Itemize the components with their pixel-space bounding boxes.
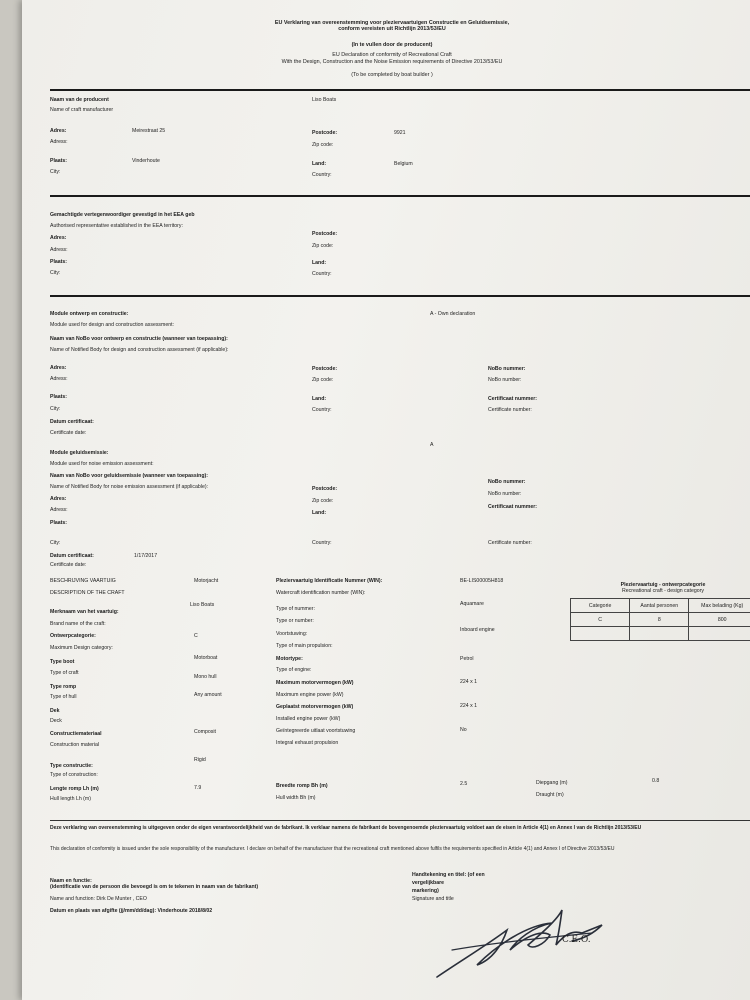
module-noise-nobo-en: Name of Notified Body for noise emission assessment (if applicable):	[50, 484, 209, 490]
category-value: C	[194, 633, 198, 639]
category-table-cell: C	[571, 613, 630, 627]
module-design-title: Module ontwerp en constructie:	[50, 311, 129, 317]
rep-address-label-en: Adress:	[50, 247, 68, 253]
brand-label-en: Brand name of the craft:	[50, 621, 106, 627]
category-label-en: Maximum Design category:	[50, 645, 113, 651]
signature-drawing	[432, 905, 632, 985]
material-label-en: Construction material	[50, 742, 100, 748]
maxpower-label-en: Maximum engine power (kW)	[276, 692, 344, 698]
module-design-value: A - Own declaration	[430, 311, 476, 317]
category-table-title: Pleziervaartuig - ontwerpcategorie	[620, 582, 706, 588]
length-value: 7.9	[194, 785, 202, 791]
category-table-cell	[630, 627, 689, 641]
signature-label-2: vergelijkbare	[412, 880, 445, 886]
mn-country-label-en: Country:	[312, 540, 332, 546]
signature-label: Handtekening en titel: (of een	[412, 872, 485, 878]
mn-nobo-nr-label-en: NoBo number:	[488, 491, 522, 497]
signer-label: Naam en functie:	[50, 878, 92, 884]
address-label: Adres:	[50, 128, 67, 134]
zip-value: 9921	[394, 130, 406, 136]
engine-label-en: Type of engine:	[276, 667, 312, 673]
country-label: Land:	[312, 161, 327, 167]
md-country-label-en: Country:	[312, 407, 332, 413]
type-label: Type of nummer:	[276, 606, 315, 612]
length-label: Lengte romp Lh (m)	[50, 786, 99, 792]
city-label-en: City:	[50, 169, 61, 175]
draught-label: Diepgang (m)	[536, 780, 568, 786]
category-table-cell: 800	[689, 613, 750, 627]
mn-zip-label: Postcode:	[312, 486, 338, 492]
module-design-title-en: Module used for design and construction assessment:	[50, 322, 174, 328]
place-date: Datum en plaats van afgifte (jj/mm/dd/dag): Vinderhoute 2018/8/02	[50, 908, 213, 914]
rep-country-label-en: Country:	[312, 271, 332, 277]
instpower-label-en: Installed engine power (kW)	[276, 716, 341, 722]
category-table-subtitle: Recreational craft - design category	[622, 588, 704, 594]
mn-cert-label-en: Certificate number:	[488, 540, 532, 546]
manufacturer-label-en: Name of craft manufacturer	[50, 107, 114, 113]
city-value: Vinderhoute	[132, 158, 160, 164]
mn-address-label-en: Adress:	[50, 507, 68, 513]
draught-value: 0.8	[652, 778, 660, 784]
module-design-nobo-en: Name of Notified Body for design and construction assessment (if applicable):	[50, 347, 229, 353]
exhaust-value: No	[460, 727, 467, 733]
mn-country-label: Land:	[312, 510, 327, 516]
win-label: Pleziervaartuig Identificatie Nummer (WIN):	[276, 578, 383, 584]
signature-label-3: markering)	[412, 888, 439, 894]
header-line-5: With the Design, Construction and the Noise Emission requirements of Directive 2013/53/EU	[281, 59, 503, 65]
hull-label: Type romp	[50, 684, 77, 690]
md-city-label-en: City:	[50, 406, 61, 412]
length-label-en: Hull length Lh (m)	[50, 796, 91, 802]
deck-value: Any amount	[194, 692, 222, 698]
type-label-en: Type or number:	[276, 618, 314, 624]
header-line-2: conform vereisten uit Richtlijn 2013/53/EU	[338, 26, 446, 32]
zip-label: Postcode:	[312, 130, 338, 136]
address-value: Meirestraat 25	[132, 128, 166, 134]
boattype-label: Type boot	[50, 659, 75, 665]
construction-label: Type constructie:	[50, 763, 93, 769]
address-label-en: Adress:	[50, 139, 68, 145]
hull-label-en: Type of hull	[50, 694, 77, 700]
signature-title: C.E.O.	[562, 935, 591, 945]
mn-cert-label: Certificaat nummer:	[488, 504, 538, 510]
exhaust-label-en: Integral exhaust propulsion	[276, 740, 339, 746]
md-cert-label-en: Certificate number:	[488, 407, 532, 413]
instpower-label: Geplaatst motorvermogen (kW)	[276, 704, 354, 710]
instpower-value: 224 x 1	[460, 703, 478, 709]
mn-date-label: Datum certificaat:	[50, 553, 94, 559]
category-label: Ontwerpcategorie:	[50, 633, 96, 639]
md-country-label: Land:	[312, 396, 327, 402]
mn-address-label: Adres:	[50, 496, 67, 502]
category-table-cell	[689, 627, 750, 641]
hull-value: Mono hull	[194, 674, 217, 680]
mn-nobo-nr-label: NoBo nummer:	[488, 479, 526, 485]
category-table-cell: 8	[630, 613, 689, 627]
boattype-label-en: Type of craft	[50, 670, 79, 676]
win-label-en: Watercraft identification number (WIN):	[276, 590, 366, 596]
city-label: Plaats:	[50, 158, 68, 164]
craft-desc-value: Motorjacht	[194, 578, 219, 584]
engine-value: Petrol	[460, 656, 474, 662]
mn-date-label-en: Certificate date:	[50, 562, 87, 568]
prop-label: Voortstuwing:	[276, 631, 308, 637]
rep-zip-label-en: Zip code:	[312, 243, 334, 249]
representative-title: Gemachtigde vertegenwoordiger gevestigd in het EEA geb	[50, 212, 195, 218]
construction-label-en: Type of construction:	[50, 772, 98, 778]
win-value: BE-LIS00005H818	[460, 578, 504, 584]
md-nobo-nr-label: NoBo nummer:	[488, 366, 526, 372]
exhaust-label: Geïntegreerde uitlaat voortstuwing	[276, 728, 356, 734]
md-address-label-en: Adress:	[50, 376, 68, 382]
mn-city-label: Plaats:	[50, 520, 68, 526]
brand-label: Merknaam van het vaartuig:	[50, 609, 119, 615]
boattype-value: Motorboat	[194, 655, 218, 661]
maxpower-value: 224 x 1	[460, 679, 478, 685]
mn-date-value: 1/17/2017	[134, 553, 158, 559]
section-divider	[50, 820, 750, 821]
mn-zip-label-en: Zip code:	[312, 498, 334, 504]
rep-address-label: Adres:	[50, 235, 67, 241]
country-label-en: Country:	[312, 172, 332, 178]
signer-label-note: (identificatie van de persoon die bevoegd is om te tekenen in naam van de fabrikant)	[50, 884, 259, 890]
zip-label-en: Zip code:	[312, 142, 334, 148]
deck-label-en: Deck	[50, 718, 62, 724]
module-noise-title-en: Module used for noise emission assessment:	[50, 461, 154, 467]
country-value: Belgium	[394, 161, 413, 167]
engine-label: Motortype:	[276, 656, 303, 662]
width-label: Breedte romp Bh (m)	[276, 783, 328, 789]
mn-city-label-en: City:	[50, 540, 61, 546]
prop-label-en: Type of main propulsion:	[276, 643, 333, 649]
module-noise-value: A	[430, 442, 434, 448]
signature-label-en: Signature and title	[412, 896, 454, 902]
module-noise-title: Module geluidsemissie:	[50, 450, 109, 456]
draught-label-en: Draught (m)	[536, 792, 564, 798]
prop-value: Inboard engine	[460, 627, 495, 633]
rep-city-label-en: City:	[50, 270, 61, 276]
signer-name: Name and function: Dirk De Munter , CEO	[50, 896, 147, 902]
category-table-header: Max belading (Kg)	[689, 599, 750, 613]
declaration-page	[22, 0, 750, 1000]
width-value: 2.5	[460, 781, 468, 787]
width-label-en: Hull width Bh (m)	[276, 795, 316, 801]
section-divider	[50, 295, 750, 297]
md-nobo-nr-label-en: NoBo number:	[488, 377, 522, 383]
section-divider	[50, 195, 750, 197]
section-divider	[50, 89, 750, 91]
craft-desc-label: BESCHRIJVING VAARTUIG	[50, 578, 116, 584]
construction-value: Rigid	[194, 757, 206, 763]
md-city-label: Plaats:	[50, 394, 68, 400]
manufacturer-label: Naam van de producent	[50, 97, 109, 103]
header-line-4: EU Declaration of conformity of Recreational Craft	[332, 52, 452, 58]
md-cert-label: Certificaat nummer:	[488, 396, 538, 402]
rep-city-label: Plaats:	[50, 259, 68, 265]
category-table-header: Categorie	[571, 599, 630, 613]
module-design-nobo: Naam van NoBo voor ontwerp en constructie (wanneer van toepassing):	[50, 336, 228, 342]
md-address-label: Adres:	[50, 365, 67, 371]
type-value: Aquamare	[460, 601, 484, 607]
header-line-3: (In te vullen door de producent)	[351, 42, 433, 48]
brand-value: Liso Boats	[190, 602, 215, 608]
md-date-label: Datum certificaat:	[50, 419, 94, 425]
header-line-6: (To be completed by boat builder )	[351, 72, 433, 78]
category-table-header: Aantal personen	[630, 599, 689, 613]
deck-label: Dek	[50, 708, 60, 714]
maxpower-label: Maximum motorvermogen (kW)	[276, 680, 354, 686]
md-date-label-en: Certificate date:	[50, 430, 87, 436]
rep-zip-label: Postcode:	[312, 231, 338, 237]
md-zip-label-en: Zip code:	[312, 377, 334, 383]
declaration-text: Deze verklaring van overeenstemming is uitgegeven onder de eigen verantwoordelijkheid van de fabrikant. Ik verklaar namens de fabrikant de bovengenoemde pleziervaartuig voldoet aan de eisen in Article 4(1) en Annex I van de Richtlijn 2013/53/EU	[50, 825, 642, 831]
category-table-cell	[571, 627, 630, 641]
craft-desc-label-en: DESCRIPTION OF THE CRAFT	[50, 590, 125, 596]
declaration-text-en: This declaration of conformity is issued under the sole responsibility of the manufacturer. I declare on behalf of the manufacturer that the recreational craft mentioned above fulfils the requirements specified in Article 4(1) and Annex I of Directive 2013/53/EU	[50, 846, 615, 852]
md-zip-label: Postcode:	[312, 366, 338, 372]
material-label: Constructiemateriaal	[50, 731, 102, 737]
module-noise-nobo: Naam van NoBo voor geluidsemissie (wanneer van toepassing):	[50, 473, 208, 479]
rep-country-label: Land:	[312, 260, 327, 266]
material-value: Composit	[194, 729, 216, 735]
category-table	[570, 598, 750, 641]
representative-title-en: Authorised representative established in the EEA territory:	[50, 223, 183, 229]
manufacturer-value: Liso Boats	[312, 97, 337, 103]
header-line-1: EU Verklaring van overeenstemming voor pleziervaartuigen Constructie en Geluidsemissie,	[274, 20, 510, 26]
